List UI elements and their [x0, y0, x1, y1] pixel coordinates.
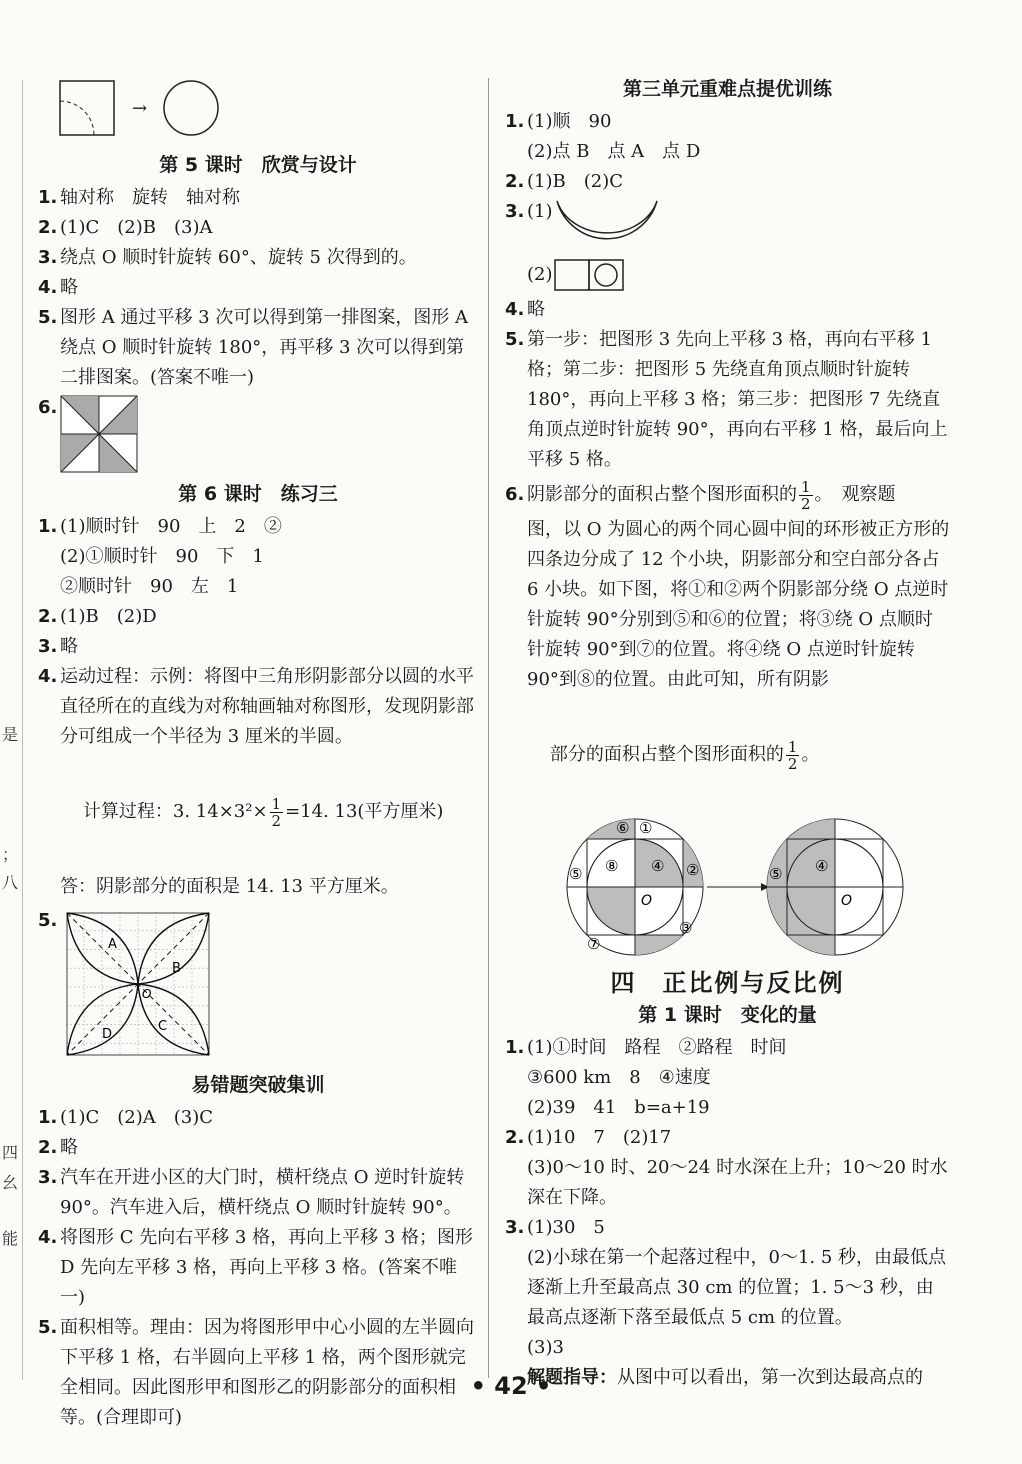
item-subline: (2)①顺时针 90 下 1 [60, 546, 264, 567]
item-number: 5. [505, 329, 525, 350]
arrow-icon: → [132, 97, 148, 119]
item-number: 2. [38, 1137, 58, 1158]
item-number: 2. [38, 217, 58, 238]
item-text: (1)10 7 (2)17 [527, 1127, 672, 1148]
q6-lead: 阴影部分的面积占整个图形面积的 [527, 484, 797, 505]
answer-item [38, 512, 478, 542]
item-text: (1)①时间 路程 ②路程 时间 [527, 1037, 787, 1058]
item-subline [505, 695, 950, 815]
region-label-5: ⑤ [569, 865, 583, 883]
item-text: 略 [60, 636, 78, 657]
item-subline: 图，以 O 为圆心的两个同心圆中间的环形被正方形的四条边分成了 12 个小块，阴影部分和空白部分各占 6 小块。如下图，将①和②两个阴影部分绕 O 点逆时针旋转 90°分别到⑤和⑥的位置；将③绕 O 点顺时针旋转 90°到⑦的位置。将④绕 O 点逆时针旋转 90°到⑧的位置。由此可知，所有阴影 [527, 519, 950, 690]
q6-end-dot: 。 [801, 744, 820, 765]
item-number: 3. [505, 201, 525, 222]
item-text [527, 475, 950, 515]
region-label-2: ② [686, 861, 700, 879]
item-subline: (2)39 41 b=a+19 [527, 1097, 710, 1118]
item-number: 5. [38, 1317, 58, 1338]
margin-char: ； [2, 845, 19, 864]
item-number: 4. [38, 1227, 58, 1248]
item-text: (1)B (2)C [527, 171, 623, 192]
answer-item [505, 1123, 950, 1153]
item-text: 第一步：把图形 3 先向上平移 3 格，再向右平移 1 格；第二步：把图形 5 先绕直角顶点顺时针旋转 180°，再向上平移 3 格；第三步：把图形 7 先绕直角顶点逆时针旋转 90°，再向右平移 1 格，最后向上平移 5 格。 [527, 329, 948, 470]
item-number: 3. [38, 1167, 58, 1188]
item-number: 2. [38, 606, 58, 627]
region-label-6: ⑥ [616, 819, 630, 837]
pinwheel-figure [60, 395, 138, 473]
hint-label: 解题指导： [527, 1367, 617, 1388]
margin-char: 四 [2, 1143, 19, 1162]
item-number: 3. [38, 247, 58, 268]
item-text: (1)顺时针 90 上 2 ② [60, 516, 282, 537]
item-text: (1)顺 90 [527, 111, 612, 132]
crescent-figure [553, 197, 663, 255]
item-text: (1)C (2)A (3)C [60, 1107, 214, 1128]
fraction-numerator: 1 [801, 477, 811, 496]
answer-item [38, 183, 478, 213]
section-title-error-practice: 易错题突破集训 [191, 1074, 325, 1096]
fraction-numerator: 1 [271, 794, 282, 813]
q6-lead-end: 。 观察题 [814, 484, 896, 505]
item-text: (1)30 5 [527, 1217, 605, 1238]
flower-label-a: A [108, 937, 117, 952]
margin-char: 幺 [2, 1173, 19, 1192]
answer-item [38, 906, 478, 1062]
page-number: • 42 • [470, 1372, 552, 1400]
section-title-lesson5: 第 5 课时 欣赏与设计 [159, 154, 357, 176]
left-margin-line [22, 80, 23, 1380]
item-subline: ②顺时针 90 左 1 [60, 576, 239, 597]
square-quarter-arc-figure [58, 79, 118, 137]
region-label-3: ③ [679, 919, 693, 937]
item-text: (1)B (2)D [60, 606, 157, 627]
item-number: 6. [38, 397, 58, 418]
flower-grid-figure [66, 912, 216, 1062]
margin-char: 能 [2, 1229, 19, 1248]
answer-item [38, 1133, 478, 1163]
item-text: 图形 A 通过平移 3 次可以得到第一排图案，图形 A 绕点 O 顺时针旋转 180°，再平移 3 次可以得到第二排图案。(答案不唯一) [60, 307, 474, 388]
answer-item [505, 1033, 950, 1063]
concentric-circles-figure [565, 817, 915, 957]
square-to-circle-figure [38, 70, 478, 146]
item-number: 1. [38, 1107, 58, 1128]
margin-char: 是 [2, 725, 19, 744]
answer-item [38, 1223, 478, 1313]
region-label-8: ⑧ [605, 857, 619, 875]
answer-item [38, 213, 478, 243]
item-number: 1. [505, 1037, 525, 1058]
item-part-label: (2) [527, 264, 553, 285]
answer-item [505, 1213, 950, 1243]
q6-end: 部分的面积占整个图形面积的 [549, 744, 784, 765]
answer-item [38, 662, 478, 752]
answer-item [505, 167, 950, 197]
item-number: 3. [38, 636, 58, 657]
item-text: 汽车在开进小区的大门时，横杆绕点 O 逆时针旋转 90°。汽车进入后，横杆绕点 O 顺时针旋转 90°。 [60, 1167, 470, 1218]
answer-item [38, 273, 478, 303]
section-title-lesson6: 第 6 课时 练习三 [178, 483, 338, 505]
fraction-one-half [799, 479, 813, 512]
right-column [505, 70, 950, 1393]
item-subline: (2)点 B 点 A 点 D [527, 141, 701, 162]
circle-figure [161, 78, 221, 138]
item-subline [505, 255, 950, 295]
item-number: 6. [505, 484, 525, 505]
item-subline: (2)小球在第一个起落过程中，0～1. 5 秒，由最低点逐渐上升至最高点 30 cm 的位置；1. 5～3 秒，由最高点逐渐下落至最低点 5 cm 的位置。 [527, 1247, 947, 1328]
flower-label-d: D [102, 1027, 113, 1042]
answer-item [38, 1163, 478, 1223]
item-text: 面积相等。理由：因为将图形甲中心小圆的左半圆向下平移 1 格，右半圆向上平移 1 格，两个图形就完全相同。因此图形甲和图形乙的阴影部分的面积相等。(合理即可) [60, 1317, 474, 1428]
item-number: 2. [505, 1127, 525, 1148]
item-number: 4. [38, 666, 58, 687]
answer-item [38, 1103, 478, 1133]
item-part-label: (1) [527, 201, 553, 222]
section-title-unit3-training: 第三单元重难点提优训练 [622, 78, 832, 100]
item-text: 略 [60, 277, 78, 298]
answer-item [38, 393, 478, 473]
fraction-one-half [270, 796, 284, 829]
fraction-numerator: 1 [787, 737, 798, 756]
item-subline: (3)0～10 时、20～24 时水深在上升；10～20 时水深在下降。 [527, 1157, 948, 1208]
region-label-4: ④ [651, 857, 665, 875]
item-text: (1)C (2)B (3)A [60, 217, 213, 238]
hint-text: 从图中可以看出，第一次到达最高点的 [617, 1367, 923, 1388]
fraction-denominator: 2 [787, 754, 798, 773]
answer-item [38, 602, 478, 632]
calc-pre: 计算过程：3. 14×3²× [82, 801, 268, 822]
left-column [38, 70, 478, 1433]
region-label-5-after: ⑤ [769, 865, 783, 883]
square-pair-figure [553, 258, 629, 292]
item-text: 运动过程：示例：将图中三角形阴影部分以圆的水平直径所在的直线为对称轴画轴对称图形，发现阴影部分可组成一个半径为 3 厘米的半圆。 [60, 666, 474, 747]
region-label-7: ⑦ [587, 935, 601, 953]
fraction-denominator: 2 [801, 494, 811, 513]
answer-item [505, 197, 950, 255]
item-number: 4. [505, 299, 525, 320]
section-title-lesson1: 第 1 课时 变化的量 [638, 1004, 817, 1026]
item-text: 轴对称 旋转 轴对称 [60, 187, 240, 208]
chapter-title: 四 正比例与反比例 [610, 969, 845, 997]
answer-item [38, 632, 478, 662]
after-figure [765, 817, 903, 957]
item-text: 绕点 O 顺时针旋转 60°、旋转 5 次得到的。 [60, 247, 417, 268]
center-label-o: O [641, 893, 653, 909]
item-text: 略 [60, 1137, 78, 1158]
item-number: 2. [505, 171, 525, 192]
item-number: 3. [505, 1217, 525, 1238]
before-figure [565, 817, 705, 957]
answer-item [505, 475, 950, 515]
region-label-4-after: ④ [815, 857, 829, 875]
margin-char: 八 [2, 873, 19, 892]
fraction-denominator: 2 [271, 811, 282, 830]
item-number: 5. [38, 307, 58, 328]
center-label-o-after: O [841, 893, 853, 909]
item-subline: (3)3 [527, 1337, 564, 1358]
item-number: 4. [38, 277, 58, 298]
item-number: 1. [38, 516, 58, 537]
answer-item [505, 107, 950, 137]
answer-line: 答：阴影部分的面积是 14. 13 平方厘米。 [60, 876, 399, 897]
answer-item [505, 295, 950, 325]
item-number: 1. [505, 111, 525, 132]
item-number: 1. [38, 187, 58, 208]
calculation-line [38, 752, 478, 872]
flower-label-o: O [142, 987, 152, 1001]
answer-item [38, 303, 478, 393]
region-label-1: ① [639, 819, 653, 837]
answer-item [38, 243, 478, 273]
flower-label-b: B [172, 961, 181, 976]
calc-post: =14. 13(平方厘米) [285, 801, 444, 822]
item-number: 5. [38, 910, 58, 931]
fraction-one-half [786, 739, 800, 772]
column-divider [488, 78, 489, 1378]
flower-label-c: C [158, 1019, 168, 1034]
item-text: 将图形 C 先向右平移 3 格，再向上平移 3 格；图形 D 先向左平移 3 格，再向上平移 3 格。(答案不唯一) [60, 1227, 479, 1308]
answer-item [505, 325, 950, 475]
item-text: 略 [527, 299, 545, 320]
item-subline: ③600 km 8 ④速度 [527, 1067, 711, 1088]
